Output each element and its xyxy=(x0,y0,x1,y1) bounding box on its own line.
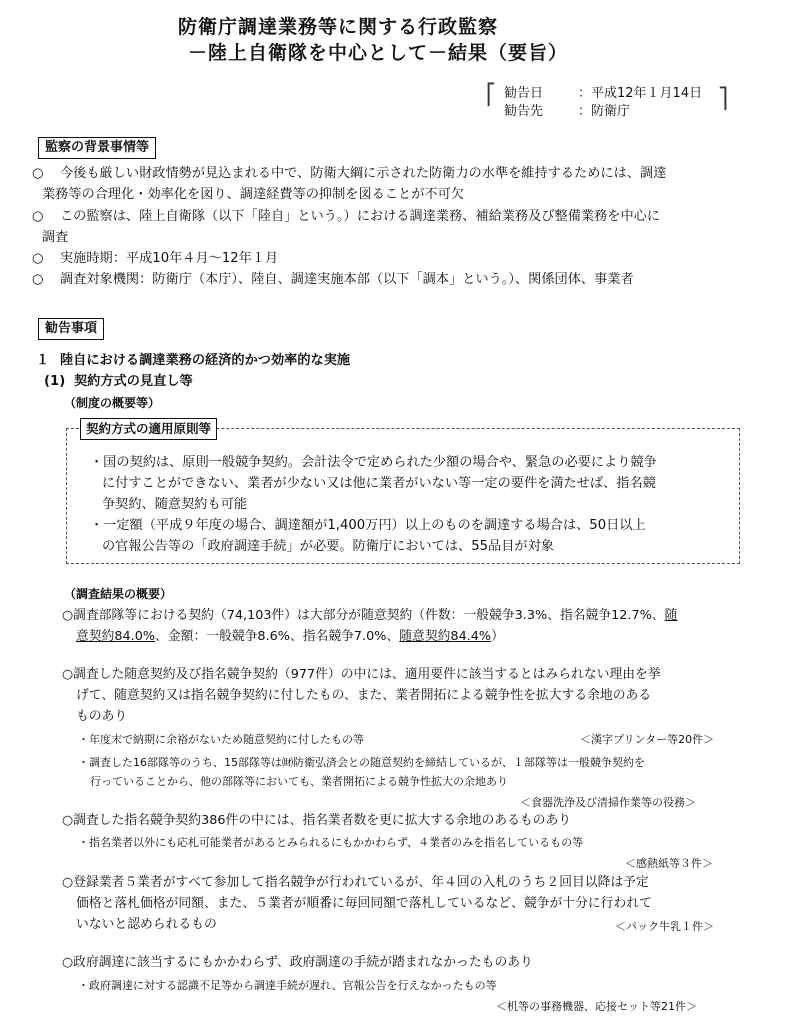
sec1-number: １ xyxy=(36,353,50,368)
result-5-sub1: ・政府調達に対する認識不足等から調達手続が遅れ、官報公告を行えなかったもの等 xyxy=(78,979,497,992)
sub1-title: 契約方式の見直し等 xyxy=(74,374,193,389)
box-item-2-line2: の官報公告等の「政府調達手続」が必要。防衛庁においては、55品目が対象 xyxy=(102,539,554,554)
result-1-line1 xyxy=(62,605,677,626)
result-2-sub2-line1: ・調査した16部隊等のうち、15部隊等は㈶防衛弘済会との随意契約を締結しているが、１部隊等は一般競争契約を xyxy=(78,756,645,769)
result-2-line2: げて、随意契約又は指名競争契約に付したもの、また、業者開拓による競争性を拡大する余地のある xyxy=(76,688,652,703)
meta-bracket-right: ⎤ xyxy=(718,86,728,110)
principles-box-title: 契約方式の適用原則等 xyxy=(80,418,217,440)
result-2-sub2-line2: 行っていることから、他の部隊等においても、業者開拓による競争性拡大の余地あり xyxy=(90,775,508,788)
result-5-line1: ○政府調達に該当するにもかかわらず、政府調達の手続が踏まれなかったものあり xyxy=(62,955,533,970)
result-3-line1: ○調査した指名競争契約386件の中には、指名業者数を更に拡大する余地のあるものあり xyxy=(62,813,572,828)
bg-item-2-line2: 調査 xyxy=(42,230,69,245)
meta-bracket-left: ⎡ xyxy=(486,82,496,106)
bg-item-2-bullet: ○ xyxy=(32,209,44,224)
result-2-sub2-ref: ＜食器洗浄及び清掃作業等の役務＞ xyxy=(520,796,696,809)
bg-item-3-line1: 実施時期：平成10年４月～12年１月 xyxy=(60,251,279,266)
bg-item-2-line1: この監察は、陸上自衛隊（以下「陸自」という。）における調達業務、補給業務及び整備業務を中心に xyxy=(60,209,661,224)
result-2-line1: ○調査した随意契約及び指名競争契約（977件）の中には、適用要件に該当するとはみられない理由を挙 xyxy=(62,667,661,682)
result-5-ref: ＜机等の事務機器、応接セット等21件＞ xyxy=(496,1000,697,1013)
document-title-line2: －陸上自衛隊を中心として－結果（要旨） xyxy=(188,42,569,64)
overview-label: （制度の概要等） xyxy=(64,396,161,410)
result-2-sub1-ref: ＜漢字プリンター等20件＞ xyxy=(580,733,715,746)
result-4-line1: ○登録業者５業者がすべて参加して指名競争が行われているが、年４回の入札のうち２回目以降は予定 xyxy=(62,875,649,890)
result-4-line2: 価格と落札価格が同額、また、５業者が順番に毎回同額で落札しているなど、競争が十分に行われて xyxy=(76,896,652,911)
box-item-1-line3: 争契約、随意契約も可能 xyxy=(102,497,248,512)
document-title-line1: 防衛庁調達業務等に関する行政監察 xyxy=(178,16,499,38)
result-1-negotiated-amount: 随意契約84.4% xyxy=(399,629,492,644)
bg-item-1-line2: 業務等の合理化・効率化を図り、調達経費等の抑制を図ることが不可欠 xyxy=(42,187,464,202)
result-1-negotiated-count: 意契約84.0% xyxy=(76,629,156,644)
result-4-ref: ＜パック牛乳１件＞ xyxy=(615,920,714,933)
result-3-sub1: ・指名業者以外にも応札可能業者があるとみられるにもかかわらず、４業者のみを指名しているもの等 xyxy=(78,836,584,849)
result-4-line3: いないと認められるもの xyxy=(76,917,217,932)
box-item-1-line2: に付すことができない、業者が少ない又は他に業者がいない等一定の要件を満たせば、指名競 xyxy=(102,476,656,491)
rec-to-value: ：防衛庁 xyxy=(578,104,631,119)
result-1-line2-close: ） xyxy=(491,629,504,644)
background-heading: 監察の背景事情等 xyxy=(38,137,156,159)
result-1-line1-underlined: 随 xyxy=(664,608,678,623)
box-item-1-line1: ・国の契約は、原則一般競争契約。会計法令で定められた少額の場合や、緊急の必要により競争 xyxy=(90,455,657,470)
rec-date-label: 勧告日 xyxy=(504,86,544,101)
box-item-2-line1: ・一定額（平成９年度の場合、調達額が1,400万円）以上のものを調達する場合は、50日以上 xyxy=(90,518,646,533)
sec1-title: 陸自における調達業務の経済的かつ効率的な実施 xyxy=(60,353,351,368)
recommendations-heading: 勧告事項 xyxy=(38,318,104,340)
results-label: （調査結果の概要） xyxy=(64,587,173,601)
result-3-sub1-ref: ＜感熱紙等３件＞ xyxy=(625,857,713,870)
result-1-line2-text: 、金額：一般競争8.6%、指名競争7.0%、 xyxy=(155,629,400,644)
bg-item-1-line1: 今後も厳しい財政情勢が見込まれる中で、防衛大綱に示された防衛力の水準を維持するためには、調達 xyxy=(60,166,667,181)
bg-item-4-line1: 調査対象機関：防衛庁（本庁）、陸自、調達実施本部（以下「調本」という。）、関係団体、事業者 xyxy=(60,272,634,287)
bg-item-1-bullet: ○ xyxy=(32,166,44,181)
sub1-number: (1) xyxy=(44,374,66,389)
result-1-line2 xyxy=(76,626,504,647)
bg-item-4-bullet: ○ xyxy=(32,272,44,287)
rec-to-label: 勧告先 xyxy=(504,104,544,119)
result-1-line1-text: ○調査部隊等における契約（74,103件）は大部分が随意契約（件数：一般競争3.3%、指名競争12.7%、 xyxy=(62,608,665,623)
rec-date-value: ：平成12年１月14日 xyxy=(578,86,703,101)
result-2-line3: ものあり xyxy=(76,709,128,724)
result-2-sub1: ・年度末で納期に余裕がないため随意契約に付したもの等 xyxy=(78,733,364,746)
bg-item-3-bullet: ○ xyxy=(32,251,44,266)
